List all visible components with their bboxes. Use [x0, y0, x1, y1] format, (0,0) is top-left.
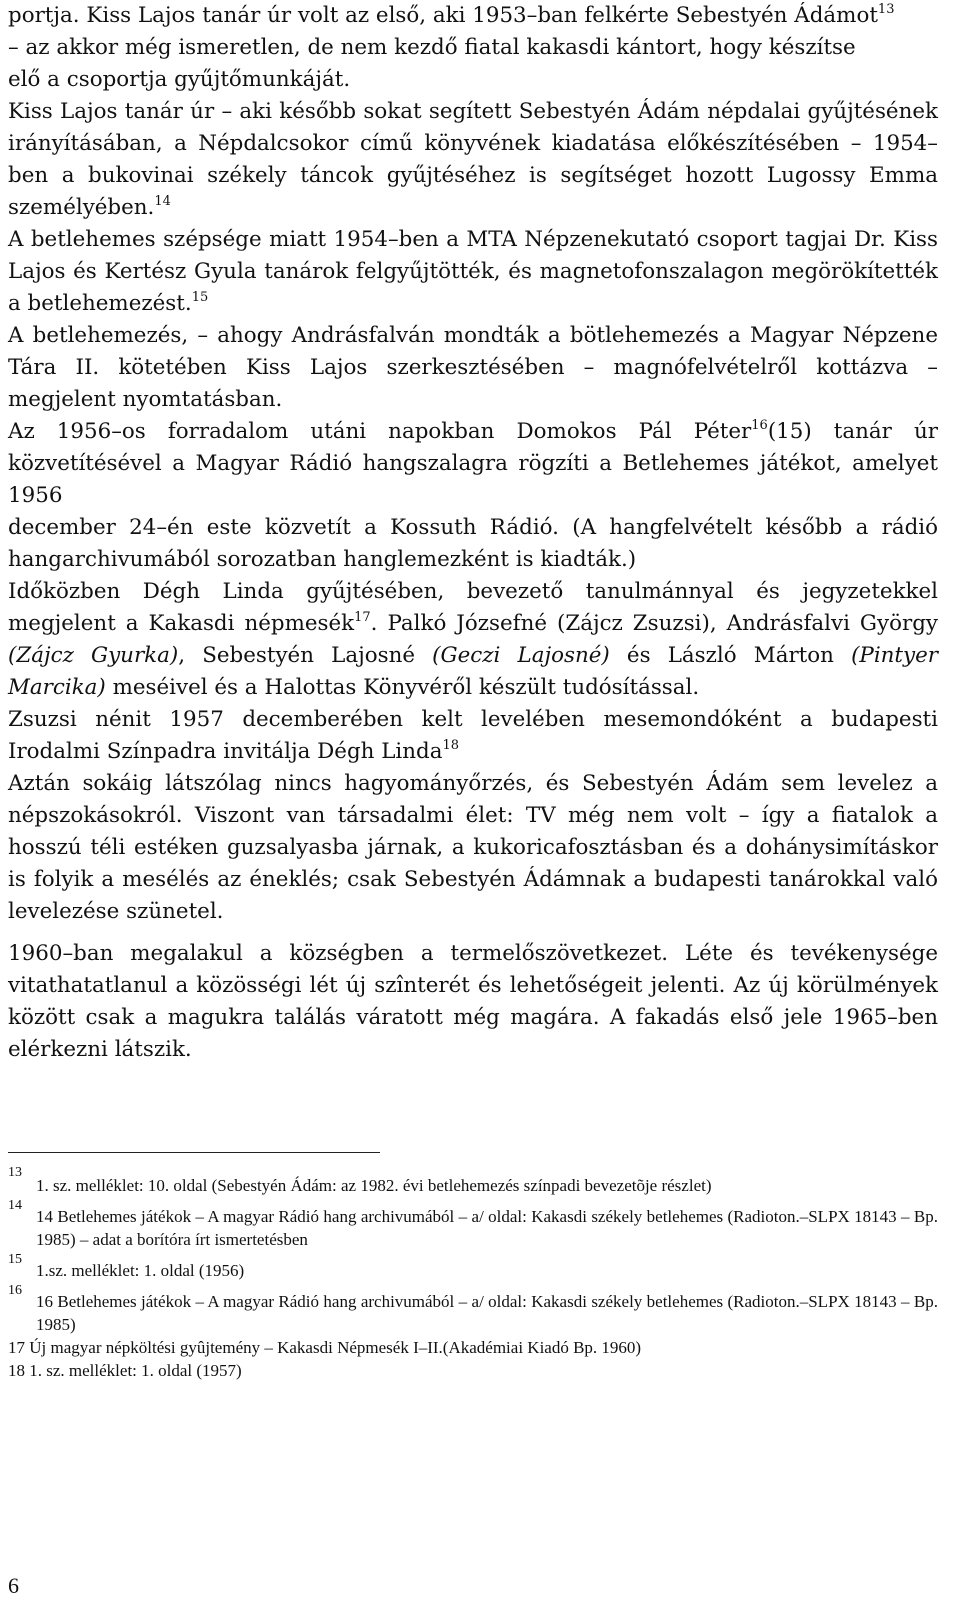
footnotes — [8, 1164, 938, 1382]
footnote-mark-14: 14 — [8, 1198, 22, 1213]
paragraph-6 — [8, 512, 938, 576]
paragraph-1-line-1: portja. Kiss Lajos tanár úr volt az első, aki 1953–ban felkérte Sebestyén Ádámot — [8, 3, 878, 28]
paragraph-5-text-a: Az 1956–os forradalom utáni napokban Domokos Pál Péter — [8, 419, 752, 444]
paragraph-6-text: december 24–én este közvetít a Kossuth Rádió. (A hangfelvételt később a rádió hangarchivumából sorozatban hanglemezként is kiadták.) — [8, 515, 938, 572]
footnote-17 — [8, 1336, 938, 1359]
paragraph-7-text-d: és László Márton — [609, 643, 852, 668]
paragraph-3-text: A betlehemes szépsége miatt 1954–ben a MTA Népzenekutató csoport tagjai Dr. Kiss Lajos és Kertész Gyula tanárok felgyűjtötték, és magnetofonszalagon megörökítették a betlehemezést. — [8, 227, 938, 316]
page-number: 6 — [8, 1573, 19, 1598]
footnote-16 — [8, 1282, 938, 1336]
footnote-ref-15[interactable]: 15 — [191, 290, 209, 305]
footnote-ref-14[interactable]: 14 — [154, 194, 171, 209]
footnote-text-15: 1.sz. melléklet: 1. oldal (1956) — [36, 1261, 245, 1280]
paragraph-1-line-3: elő a csoportja gyűjtőmunkáját. — [8, 67, 351, 92]
footnote-text-17: 17 Új magyar népköltési gyûjtemény – Kakasdi Népmesék I–II.(Akadémiai Kiadó Bp. 1960) — [8, 1338, 642, 1357]
paragraph-2-text: Kiss Lajos tanár úr – aki később sokat segített Sebestyén Ádám népdalai gyűjtésének irányításában, a Népdalcsokor című könyvének kiadatása előkészítésében – 1954–ben a bukovinai székely táncok gyűjtéséhez is segítséget hozott Lugossy Emma személyében. — [8, 99, 938, 220]
footnote-ref-13[interactable]: 13 — [877, 2, 895, 17]
footnote-text-13: 1. sz. melléklet: 10. oldal (Sebestyén Ádám: az 1982. évi betlehemezés színpadi bevezetõje részlet) — [36, 1176, 712, 1195]
footnote-text-14: 14 Betlehemes játékok – A magyar Rádió hang archivumából – a/ oldal: Kakasdi székely betlehemes (Radioton.–SLPX 18143 – Bp. 1985) – adat a borítóra írt ismertetésben — [36, 1207, 938, 1249]
paragraph-1 — [8, 0, 938, 96]
footnote-mark-15: 15 — [8, 1252, 22, 1267]
paragraph-5-text-b: (15) tanár úr közvetítésével a Magyar Rádió hangszalagra rögzíti a Betlehemes játékot, amelyet 1956 — [8, 419, 938, 508]
paragraph-7-text-b: . Palkó Józsefné (Zájcz Zsuzsi), Andrásfalvi György — [370, 611, 938, 636]
paragraph-4-text: A betlehemezés, – ahogy Andrásfalván mondták a bötlehemezés a Magyar Népzene Tára II. kötetében Kiss Lajos szerkesztésében – magnófelvételről kottázva – megjelent nyomtatásban. — [8, 323, 938, 412]
footnote-ref-18[interactable]: 18 — [442, 738, 460, 753]
paragraph-7-italic-1: (Zájcz Gyurka) — [8, 643, 179, 668]
paragraph-9 — [8, 768, 938, 928]
footnote-text-16: 16 Betlehemes játékok – A magyar Rádió hang archivumából – a/ oldal: Kakasdi székely betlehemes (Radioton.–SLPX 18143 – Bp. 1985) — [36, 1292, 938, 1334]
footnote-18 — [8, 1359, 938, 1382]
paragraph-10-text: 1960–ban megalakul a községben a termelőszövetkezet. Léte és tevékenysége vitathatatlanul a közösségi lét új szînterét és lehetőségeit jelenti. Az új körülmények között csak a magukra találás váratott még magára. A fakadás első jele 1965–ben elérkezni látszik. — [8, 941, 938, 1062]
footnote-13 — [8, 1164, 938, 1197]
paragraph-7-text-e: meséivel és a Halottas Könyvéről készült tudósítással. — [105, 675, 700, 700]
footnote-ref-16[interactable]: 16 — [751, 418, 768, 433]
paragraph-5 — [8, 416, 938, 512]
paragraph-7-italic-3: (Pintyer Marcika) — [8, 643, 938, 700]
paragraph-8 — [8, 704, 938, 768]
footnote-separator — [8, 1152, 380, 1153]
paragraph-gap — [8, 928, 938, 938]
paragraph-7-text-c: , Sebestyén Lajosné — [178, 643, 433, 668]
footnote-15 — [8, 1251, 938, 1282]
paragraph-7 — [8, 576, 938, 704]
paragraph-2 — [8, 96, 938, 224]
paragraph-9-text: Aztán sokáig látszólag nincs hagyományőrzés, és Sebestyén Ádám sem levelez a népszokásokról. Viszont van társadalmi élet: TV még nem volt – így a fiatalok a hosszú téli estéken guzsalyasba járnak, a kukoricafosztásban és a dohánysimításkor is folyik a mesélés az éneklés; csak Sebestyén Ádámnak a budapesti tanárokkal való levelezése szünetel. — [8, 771, 938, 924]
paragraph-4 — [8, 320, 938, 416]
paragraph-1-line-2: – az akkor még ismeretlen, de nem kezdő fiatal kakasdi kántort, hogy készítse — [8, 35, 856, 60]
paragraph-7-italic-2: (Geczi Lajosné) — [432, 643, 610, 668]
footnote-text-18: 18 1. sz. melléklet: 1. oldal (1957) — [8, 1361, 242, 1380]
footnote-mark-16: 16 — [8, 1283, 22, 1298]
page-body — [8, 0, 938, 1066]
paragraph-10 — [8, 938, 938, 1066]
footnote-mark-13: 13 — [8, 1165, 22, 1180]
paragraph-3 — [8, 224, 938, 320]
paragraph-8-text: Zsuzsi nénit 1957 decemberében kelt levelében mesemondóként a budapesti Irodalmi Színpadra invitálja Dégh Linda — [8, 707, 938, 764]
footnote-14 — [8, 1197, 938, 1251]
footnote-ref-17[interactable]: 17 — [354, 610, 371, 625]
paragraph-7-text-a: Időközben Dégh Linda gyűjtésében, bevezető tanulmánnyal és jegyzetekkel megjelent a Kakasdi népmesék — [8, 579, 938, 636]
